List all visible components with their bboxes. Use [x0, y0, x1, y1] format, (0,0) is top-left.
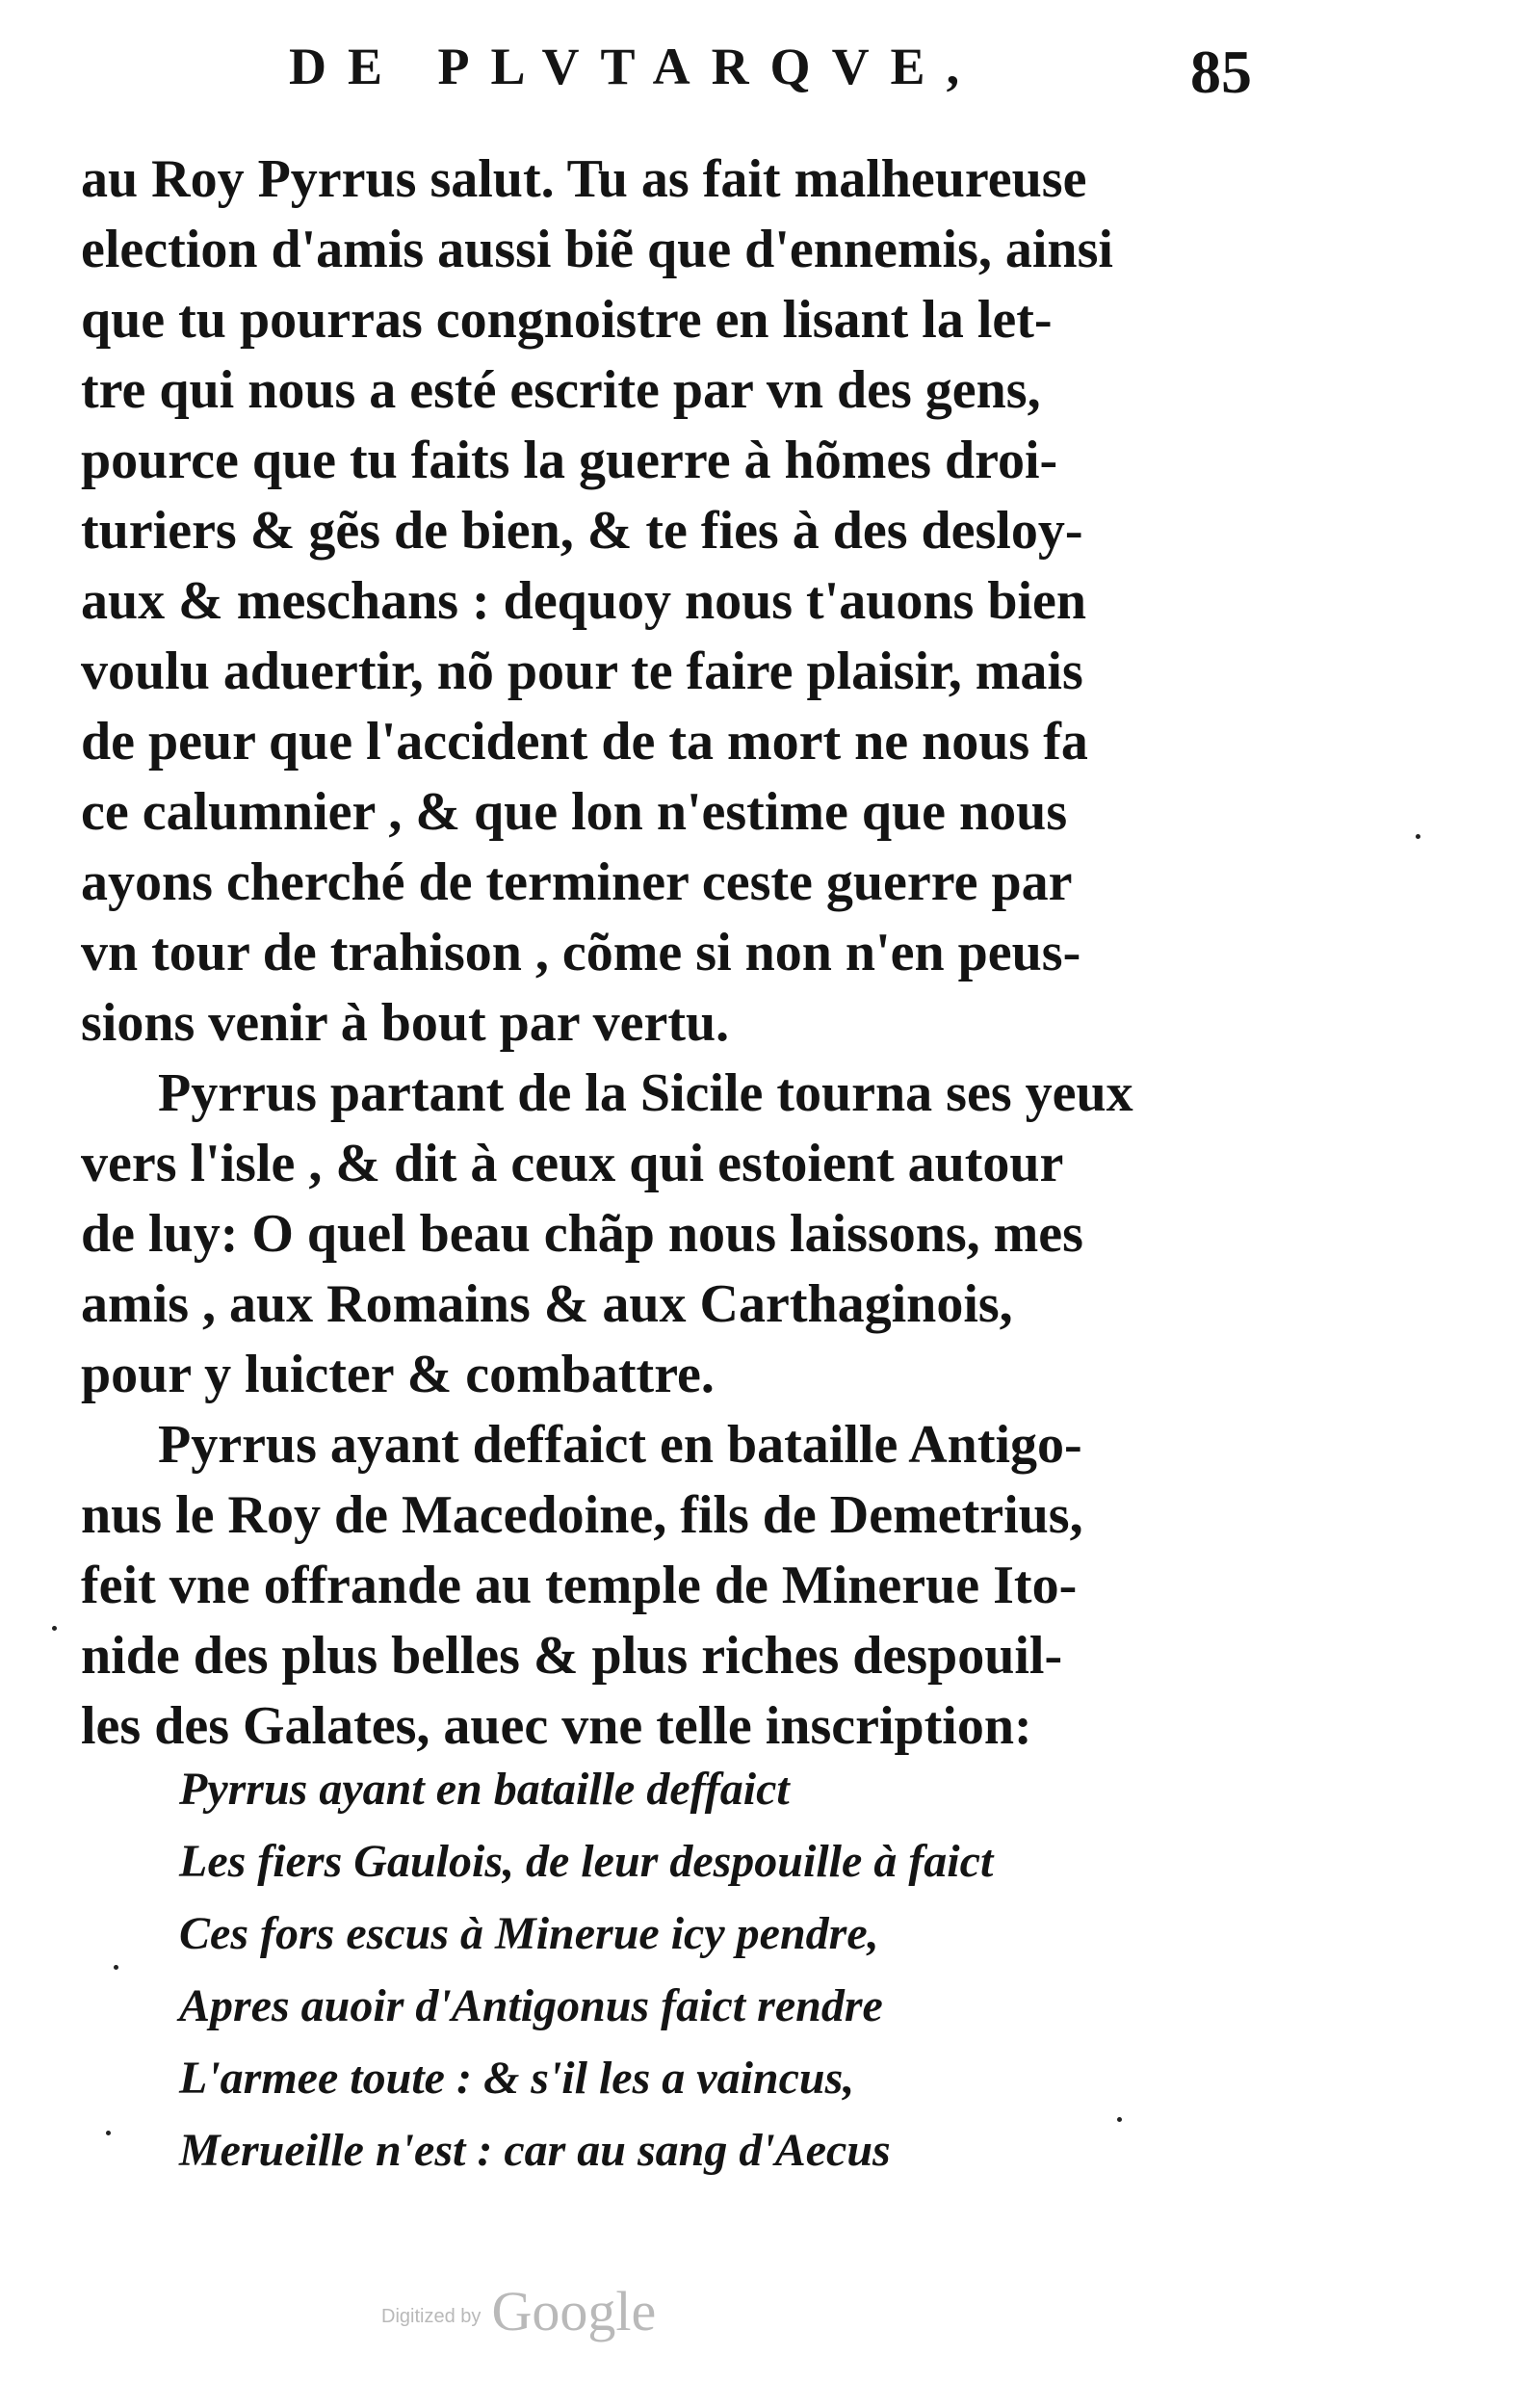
- digitized-by-google-watermark: [381, 2279, 656, 2356]
- text-line: de peur que l'accident de ta mort ne nous fa: [81, 712, 1088, 772]
- text-line: nus le Roy de Macedoine, fils de Demetrius,: [81, 1485, 1083, 1545]
- google-logo: Google: [491, 2280, 657, 2343]
- text-line: turiers & gẽs de bien, & te fies à des desloy-: [81, 501, 1083, 561]
- text-line: aux & meschans : dequoy nous t'auons bien: [81, 571, 1087, 631]
- verse-line: Les fiers Gaulois, de leur despouille à faict: [179, 1836, 994, 1887]
- page-header: [0, 37, 1536, 123]
- scan-speck: [106, 2131, 111, 2135]
- text-line: pour y luicter & combattre.: [81, 1345, 715, 1404]
- scan-speck: [1117, 2117, 1122, 2122]
- verse-line: Ces fors escus à Minerue icy pendre,: [179, 1908, 879, 1959]
- text-line: feit vne offrande au temple de Minerue Ito-: [81, 1556, 1078, 1615]
- text-line: vn tour de trahison , cõme si non n'en peus-: [81, 923, 1081, 982]
- text-line: election d'amis aussi biẽ que d'ennemis, ainsi: [81, 220, 1113, 279]
- text-line: amis , aux Romains & aux Carthaginois,: [81, 1274, 1013, 1334]
- text-line: nide des plus belles & plus riches despouil-: [81, 1626, 1063, 1686]
- running-title: DE PLVTARQVE,: [289, 38, 981, 95]
- scan-speck: [52, 1626, 57, 1631]
- text-line: tre qui nous a esté escrite par vn des gens,: [81, 360, 1041, 420]
- verse-inscription: [179, 1753, 1142, 2186]
- text-line: pource que tu faits la guerre à hõmes droi-: [81, 431, 1058, 490]
- paragraph-start-line: Pyrrus partant de la Sicile tourna ses yeux: [158, 1063, 1133, 1123]
- body-text: [81, 144, 1285, 1762]
- text-line: sions venir à bout par vertu.: [81, 993, 730, 1053]
- text-line: voulu aduertir, nõ pour te faire plaisir, mais: [81, 641, 1083, 701]
- text-line: au Roy Pyrrus salut. Tu as fait malheureuse: [81, 149, 1087, 209]
- text-line: vers l'isle , & dit à ceux qui estoient autour: [81, 1134, 1064, 1193]
- scan-speck: [1416, 834, 1420, 839]
- text-line: ayons cherché de terminer ceste guerre par: [81, 852, 1073, 912]
- verse-line: Merueille n'est : car au sang d'Aecus: [179, 2125, 891, 2176]
- text-line: ce calumnier , & que lon n'estime que nous: [81, 782, 1068, 842]
- text-line: que tu pourras congnoistre en lisant la let-: [81, 290, 1053, 350]
- scan-speck: [114, 1965, 118, 1970]
- page-number: 85: [1190, 38, 1252, 106]
- verse-line: L'armee toute : & s'il les a vaincus,: [179, 2053, 855, 2104]
- verse-line: Apres auoir d'Antigonus faict rendre: [179, 1980, 883, 2031]
- digitized-label: Digitized by: [381, 2306, 482, 2327]
- paragraph-start-line: Pyrrus ayant deffaict en bataille Antigo-: [158, 1415, 1082, 1475]
- verse-line: Pyrrus ayant en bataille deffaict: [179, 1764, 790, 1815]
- text-line: de luy: O quel beau chãp nous laissons, mes: [81, 1204, 1083, 1264]
- text-line: les des Galates, auec vne telle inscription:: [81, 1696, 1032, 1756]
